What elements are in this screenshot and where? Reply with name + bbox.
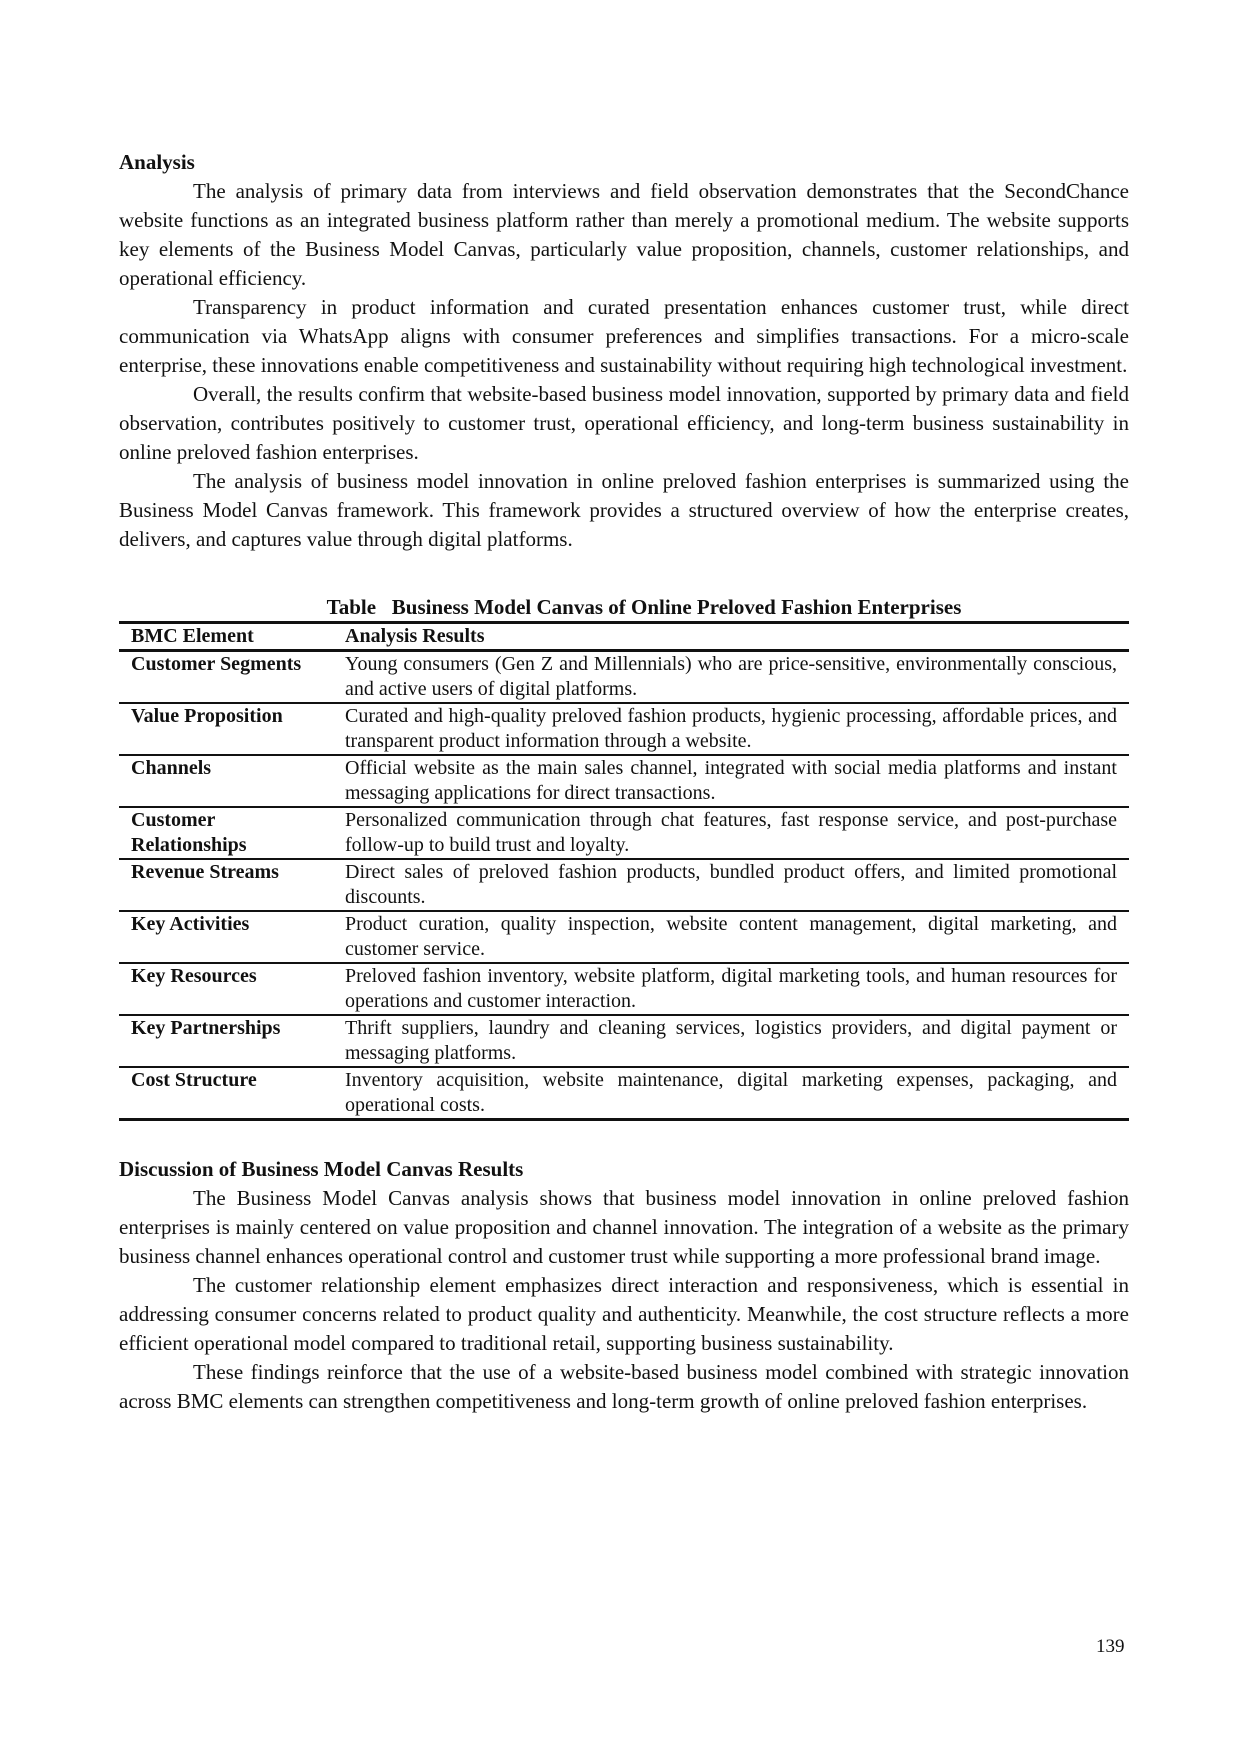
bmc-element: Value Proposition [119, 703, 333, 755]
analysis-paragraph: The analysis of primary data from interviews and field observation demonstrates that the SecondChance website functions as an integrated business platform rather than merely a promotional medium. The website supports key elements of the Business Model Canvas, particularly value proposition, channels, customer relationships, and operational efficiency. [119, 179, 1129, 290]
bmc-element: Key Activities [119, 911, 333, 963]
bmc-element: Channels [119, 755, 333, 807]
table-row [119, 703, 1129, 755]
analysis-result: Inventory acquisition, website maintenance, digital marketing expenses, packaging, and operational costs. [333, 1067, 1129, 1120]
discussion-heading: Discussion of Business Model Canvas Results [119, 1157, 524, 1181]
bmc-element: Key Partnerships [119, 1015, 333, 1067]
analysis-result: Product curation, quality inspection, website content management, digital marketing, and customer service. [333, 911, 1129, 963]
table-row [119, 1015, 1129, 1067]
discussion-paragraph: These findings reinforce that the use of a website-based business model combined with strategic innovation across BMC elements can strengthen competitiveness and long-term growth of online preloved fashion enterprises. [119, 1360, 1129, 1413]
bmc-element: Revenue Streams [119, 859, 333, 911]
analysis-paragraph: Transparency in product information and curated presentation enhances customer trust, while direct communication via WhatsApp aligns with consumer preferences and simplifies transactions. For a micro-scale enterprise, these innovations enable competitiveness and sustainability without requiring high technological investment. [119, 295, 1129, 377]
table-row [119, 911, 1129, 963]
table-row [119, 807, 1129, 859]
table-header-row [119, 623, 1129, 651]
analysis-result: Direct sales of preloved fashion products, bundled product offers, and limited promotional discounts. [333, 859, 1129, 911]
column-header-element: BMC Element [119, 623, 333, 651]
analysis-result: Curated and high-quality preloved fashion products, hygienic processing, affordable prices, and transparent product information through a website. [333, 703, 1129, 755]
column-header-results: Analysis Results [333, 623, 1129, 651]
bmc-element: Key Resources [119, 963, 333, 1015]
bmc-element: Customer Relationships [119, 807, 333, 859]
table-row [119, 651, 1129, 704]
table-caption: Table Business Model Canvas of Online Preloved Fashion Enterprises [326, 595, 962, 619]
bmc-element: Cost Structure [119, 1067, 333, 1120]
analysis-paragraph: The analysis of business model innovation in online preloved fashion enterprises is summarized using the Business Model Canvas framework. This framework provides a structured overview of how the enterprise creates, delivers, and captures value through digital platforms. [119, 469, 1129, 551]
table-row [119, 755, 1129, 807]
analysis-result: Preloved fashion inventory, website platform, digital marketing tools, and human resources for operations and customer interaction. [333, 963, 1129, 1015]
page-content [119, 148, 1129, 1416]
analysis-result: Official website as the main sales channel, integrated with social media platforms and instant messaging applications for direct transactions. [333, 755, 1129, 807]
bmc-table [119, 621, 1129, 1121]
discussion-paragraph: The Business Model Canvas analysis shows that business model innovation in online preloved fashion enterprises is mainly centered on value proposition and channel innovation. The integration of a website as the primary business channel enhances operational control and customer trust while supporting a more professional brand image. [119, 1186, 1129, 1268]
table-row [119, 963, 1129, 1015]
discussion-paragraph: The customer relationship element emphasizes direct interaction and responsiveness, which is essential in addressing consumer concerns related to product quality and authenticity. Meanwhile, the cost structure reflects a more efficient operational model compared to traditional retail, supporting business sustainability. [119, 1273, 1129, 1355]
analysis-paragraph: Overall, the results confirm that website-based business model innovation, supported by primary data and field observation, contributes positively to customer trust, operational efficiency, and long-term business sustainability in online preloved fashion enterprises. [119, 382, 1129, 464]
bmc-element: Customer Segments [119, 651, 333, 704]
table-row [119, 1067, 1129, 1120]
table-row [119, 859, 1129, 911]
page-number: 139 [1096, 1636, 1125, 1657]
analysis-result: Personalized communication through chat features, fast response service, and post-purchase follow-up to build trust and loyalty. [333, 807, 1129, 859]
analysis-heading: Analysis [119, 150, 195, 174]
analysis-result: Young consumers (Gen Z and Millennials) who are price-sensitive, environmentally conscious, and active users of digital platforms. [333, 651, 1129, 704]
analysis-result: Thrift suppliers, laundry and cleaning services, logistics providers, and digital payment or messaging platforms. [333, 1015, 1129, 1067]
